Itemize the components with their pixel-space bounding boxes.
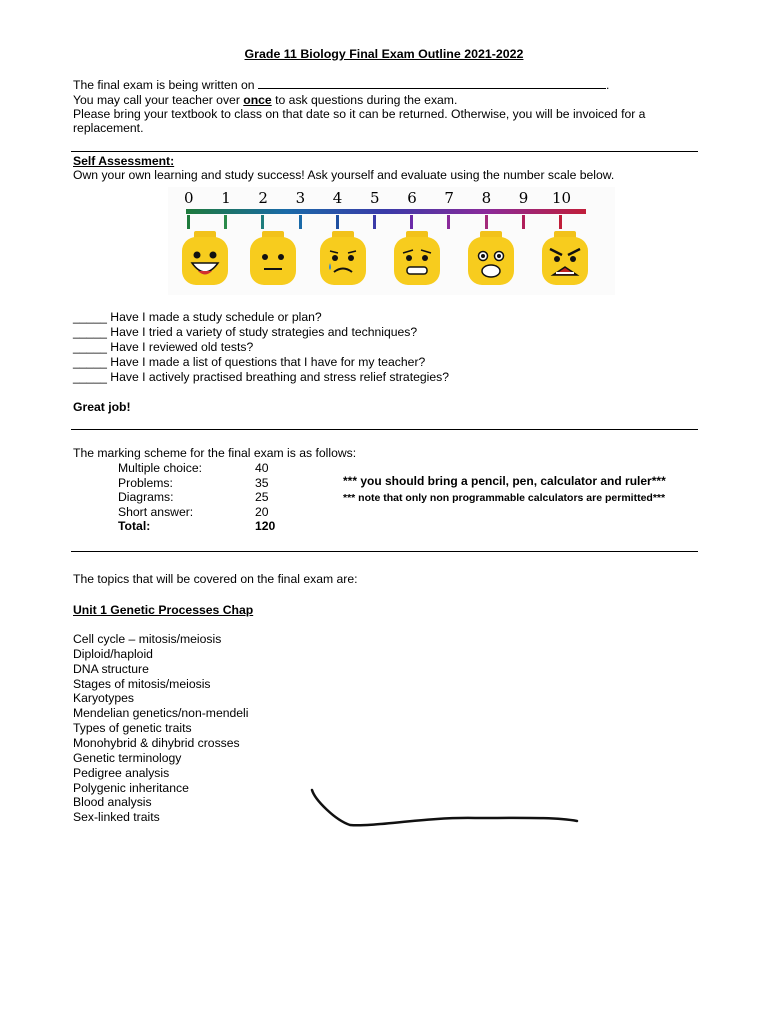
scale-tick [261, 215, 264, 229]
marking-category-label: Multiple choice: [118, 461, 202, 475]
calculator-note: *** note that only non programmable calculators are permitted*** [343, 492, 666, 504]
scale-label-9: 9 [518, 189, 529, 207]
scale-tick [187, 215, 190, 229]
call-suffix: to ask questions during the exam. [275, 93, 458, 107]
assessment-question [73, 325, 417, 339]
textbook-line-2: replacement. [73, 121, 144, 135]
topic-item: Karyotypes [73, 691, 134, 706]
marking-category-value: 40 [255, 461, 269, 475]
textbook-line-1: Please bring your textbook to class on that date so it can be returned. Otherwise, you will be invoiced for a [73, 107, 646, 121]
scale-label-2: 2 [258, 189, 268, 207]
scale-tick [522, 215, 525, 229]
scale-label-7: 7 [444, 189, 454, 207]
topic-item: Types of genetic traits [73, 721, 192, 736]
total-value: 120 [255, 519, 276, 533]
scale-bar [186, 209, 586, 214]
topic-item: Diploid/haploid [73, 646, 153, 661]
rating-blank: _____ [73, 370, 107, 384]
assessment-question [73, 340, 253, 354]
rating-blank: _____ [73, 355, 107, 369]
topic-item: Polygenic inheritance [73, 780, 189, 795]
topic-item: Cell cycle – mitosis/meiosis [73, 632, 222, 646]
marking-category-label: Problems: [118, 475, 173, 490]
topic-item: Stages of mitosis/meiosis [73, 676, 211, 691]
topic-item: Pedigree analysis [73, 765, 170, 780]
question-text: Have I tried a variety of study strategies and techniques? [110, 325, 418, 339]
marking-category-label: Diagrams: [118, 490, 174, 505]
neutral-face-icon [246, 231, 300, 289]
rating-blank: _____ [73, 310, 107, 324]
question-text: Have I reviewed old tests? [110, 340, 254, 354]
exam-date-suffix: . [605, 78, 610, 92]
topic-item: Sex-linked traits [73, 810, 160, 825]
exam-date-prefix: The final exam is being written on [73, 78, 255, 92]
scale-label-8: 8 [481, 189, 492, 207]
topic-item: Blood analysis [73, 795, 152, 810]
document-title: Grade 11 Biology Final Exam Outline 2021-2022 [244, 47, 524, 61]
divider-1 [71, 151, 698, 152]
divider-2 [71, 429, 698, 430]
scale-label-0: 0 [184, 189, 194, 207]
question-text: Have I made a study schedule or plan? [110, 310, 322, 324]
scale-label-3: 3 [295, 189, 306, 207]
exam-date-line [73, 78, 609, 92]
call-emphasis: once [243, 93, 272, 107]
laughing-face-icon [178, 231, 232, 289]
question-text: Have I actively practised breathing and stress relief strategies? [110, 370, 449, 384]
angry-face-icon [538, 231, 592, 289]
marking-category-value: 25 [255, 490, 269, 505]
self-assessment-heading: Self Assessment: [73, 154, 175, 168]
exam-date-blank [258, 78, 606, 89]
scale-tick [373, 215, 376, 229]
scale-label-10: 10 [552, 189, 572, 207]
scale-tick [559, 215, 562, 229]
assessment-question [73, 370, 449, 384]
scared-face-icon [464, 231, 518, 289]
rating-blank: _____ [73, 340, 107, 354]
worried-face-icon [390, 231, 444, 289]
marking-category-value: 20 [255, 504, 269, 519]
topic-item: Monohybrid & dihybrid crosses [73, 735, 240, 750]
scale-tick [336, 215, 339, 229]
scale-tick [485, 215, 488, 229]
scale-label-1: 1 [221, 189, 231, 207]
total-label: Total: [118, 519, 151, 533]
great-job-text: Great job! [73, 400, 131, 414]
topic-item: Mendelian genetics/non-mendeli [73, 706, 249, 721]
scale-tick [224, 215, 227, 229]
topic-item: Genetic terminology [73, 750, 182, 765]
marking-scheme-intro: The marking scheme for the final exam is as follows: [73, 446, 357, 460]
bring-supplies-note: *** you should bring a pencil, pen, calculator and ruler*** [343, 474, 666, 488]
call-teacher-line [73, 93, 457, 107]
number-scale-image [168, 187, 615, 295]
divider-3 [71, 551, 698, 552]
scale-tick [299, 215, 302, 229]
self-assessment-description: Own your own learning and study success! Ask yourself and evaluate using the number scale below. [73, 168, 615, 182]
assessment-question [73, 310, 322, 324]
scale-tick [447, 215, 450, 229]
topic-item: DNA structure [73, 661, 149, 676]
scale-label-5: 5 [370, 189, 380, 207]
call-prefix: You may call your teacher over [73, 93, 240, 107]
handwritten-mark [305, 785, 585, 835]
topics-intro: The topics that will be covered on the final exam are: [73, 572, 358, 586]
scale-label-6: 6 [407, 189, 417, 207]
rating-blank: _____ [73, 325, 107, 339]
scale-label-4: 4 [332, 189, 343, 207]
unit-1-heading: Unit 1 Genetic Processes Chap [73, 603, 254, 617]
marking-category-value: 35 [255, 475, 269, 490]
sad-face-icon [316, 231, 370, 289]
marking-category-label: Short answer: [118, 504, 194, 519]
assessment-question [73, 355, 425, 369]
question-text: Have I made a list of questions that I have for my teacher? [110, 355, 426, 369]
scale-tick [410, 215, 413, 229]
